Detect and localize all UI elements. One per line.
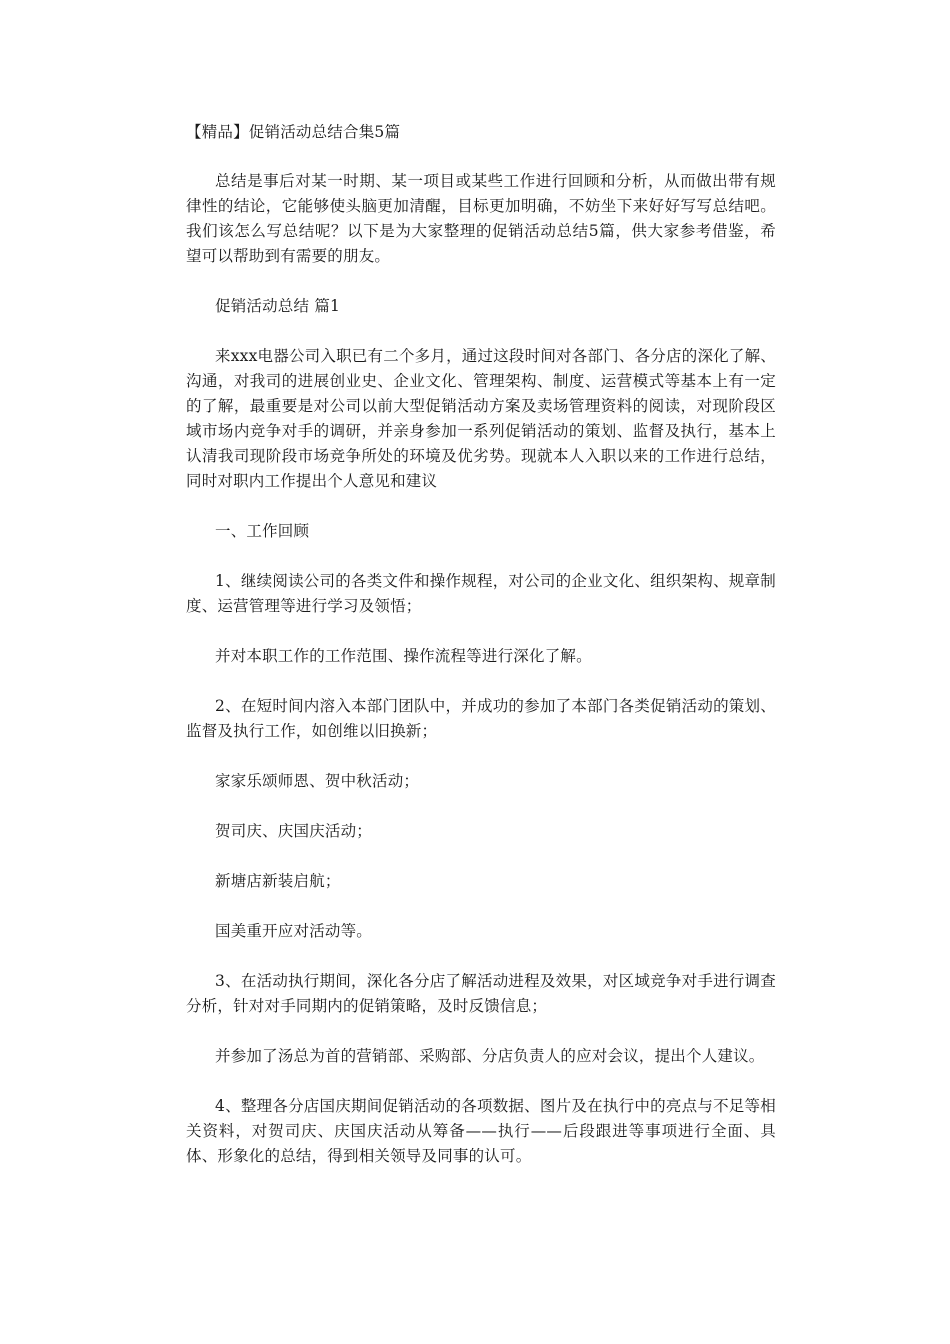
section-heading-work-review: 一、工作回顾 bbox=[215, 522, 310, 540]
body-paragraph: 并参加了汤总为首的营销部、采购部、分店负责人的应对会议，提出个人建议。 bbox=[215, 1047, 765, 1065]
body-paragraph: 并对本职工作的工作范围、操作流程等进行深化了解。 bbox=[215, 647, 592, 665]
body-paragraph: 1、继续阅读公司的各类文件和操作规程，对公司的企业文化、组织架构、规章制度、运营管理等进行学习及领悟； bbox=[186, 572, 776, 615]
section-heading-part1: 促销活动总结 篇1 bbox=[215, 297, 341, 315]
intro-paragraph: 总结是事后对某一时期、某一项目或某些工作进行回顾和分析，从而做出带有规律性的结论，它能够使头脑更加清醒，目标更加明确，不妨坐下来好好写写总结吧。我们该怎么写总结呢？以下是为大家整理的促销活动总结5篇，供大家参考借鉴，希望可以帮助到有需要的朋友。 bbox=[186, 172, 776, 265]
body-paragraph: 3、在活动执行期间，深化各分店了解活动进程及效果，对区域竞争对手进行调查分析，针对对手同期内的促销策略，及时反馈信息； bbox=[186, 972, 776, 1015]
body-paragraph: 2、在短时间内溶入本部门团队中，并成功的参加了本部门各类促销活动的策划、监督及执行工作，如创维以旧换新； bbox=[186, 697, 776, 740]
body-paragraph: 家家乐颂师恩、贺中秋活动； bbox=[215, 772, 420, 790]
body-paragraph: 贺司庆、庆国庆活动； bbox=[215, 822, 373, 840]
document-body bbox=[186, 120, 776, 1169]
document-title: 【精品】促销活动总结合集5篇 bbox=[186, 123, 401, 141]
body-paragraph: 新塘店新装启航； bbox=[215, 872, 341, 890]
body-paragraph: 来xxx电器公司入职已有二个多月，通过这段时间对各部门、各分店的深化了解、沟通，对我司的进展创业史、企业文化、管理架构、制度、运营模式等基本上有一定的了解，最重要是对公司以前大型促销活动方案及卖场管理资料的阅读，对现阶段区域市场内竞争对手的调研，并亲身参加一系列促销活动的策划、监督及执行，基本上认清我司现阶段市场竞争所处的环境及优劣势。现就本人入职以来的工作进行总结，同时对职内工作提出个人意见和建议 bbox=[186, 347, 776, 490]
body-paragraph: 4、整理各分店国庆期间促销活动的各项数据、图片及在执行中的亮点与不足等相关资料，对贺司庆、庆国庆活动从筹备——执行——后段跟进等事项进行全面、具体、形象化的总结，得到相关领导及同事的认可。 bbox=[186, 1097, 776, 1165]
body-paragraph: 国美重开应对活动等。 bbox=[215, 922, 373, 940]
